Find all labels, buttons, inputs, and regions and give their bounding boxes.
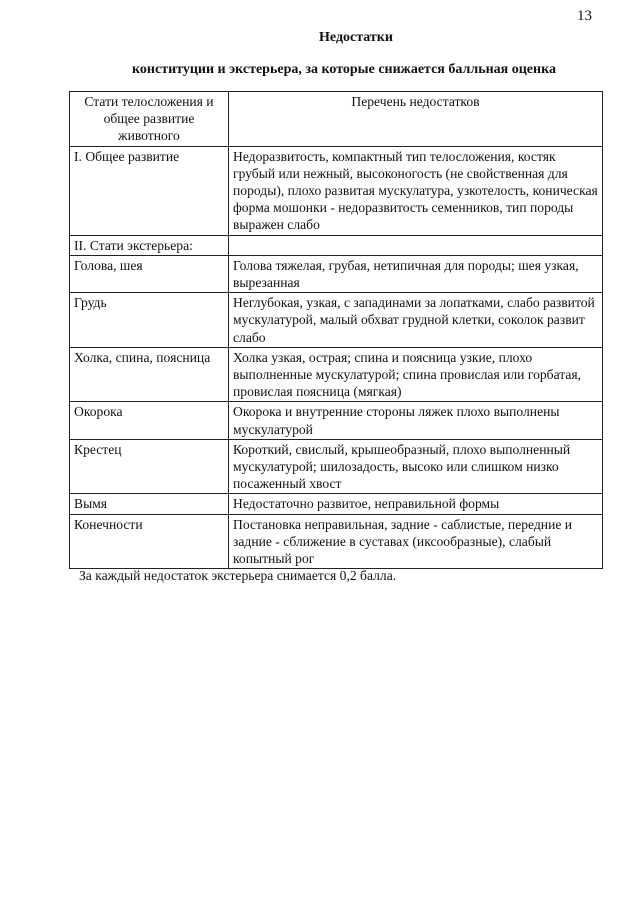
table-cell-feature: Конечности xyxy=(70,514,229,569)
table-row xyxy=(70,402,603,439)
table-cell-feature: Окорока xyxy=(70,402,229,439)
table-row xyxy=(70,347,603,402)
table-cell-feature: II. Стати экстерьера: xyxy=(70,235,229,255)
table-cell-feature: Грудь xyxy=(70,293,229,348)
defects-table xyxy=(69,91,603,569)
table-row xyxy=(70,146,603,235)
table-header-row xyxy=(70,92,603,147)
header-body-features: Стати телосложения и общее развитие животного xyxy=(70,92,229,147)
page-title: Недостатки xyxy=(319,30,393,45)
table-cell-defects: Холка узкая, острая; спина и поясница узкие, плохо выполненные мускулатурой; спина провислая или горбатая, провислая поясница (мягкая) xyxy=(229,347,603,402)
table-row xyxy=(70,293,603,348)
table-cell-feature: Крестец xyxy=(70,439,229,494)
table-cell-defects: Неглубокая, узкая, с западинами за лопатками, слабо развитой мускулатурой, малый обхват грудной клетки, соколок развит слабо xyxy=(229,293,603,348)
header-defects-list: Перечень недостатков xyxy=(229,92,603,147)
page-number: 13 xyxy=(577,8,592,24)
table-cell-feature: I. Общее развитие xyxy=(70,146,229,235)
table-cell-feature: Вымя xyxy=(70,494,229,514)
table-cell-defects: Недоразвитость, компактный тип телосложения, костяк грубый или нежный, высоконогость (не свойственная для породы), плохо развитая мускулатура, узкотелость, коническая форма мошонки - недоразвитость семенников, тип породы выражен слабо xyxy=(229,146,603,235)
table-row xyxy=(70,439,603,494)
page-subtitle: конституции и экстерьера, за которые снижается балльная оценка xyxy=(132,62,556,77)
table-cell-defects: Голова тяжелая, грубая, нетипичная для породы; шея узкая, вырезанная xyxy=(229,255,603,292)
table-cell-defects: Короткий, свислый, крышеобразный, плохо выполненный мускулатурой; шилозадость, высоко или слишком низко посаженный хвост xyxy=(229,439,603,494)
table-cell-defects: Постановка неправильная, задние - саблистые, передние и задние - сближение в суставах (иксообразные), слабый копытный рог xyxy=(229,514,603,569)
table-cell-defects: Недостаточно развитое, неправильной формы xyxy=(229,494,603,514)
table-cell-feature: Голова, шея xyxy=(70,255,229,292)
table-cell-defects: Окорока и внутренние стороны ляжек плохо выполнены мускулатурой xyxy=(229,402,603,439)
table-row xyxy=(70,255,603,292)
table-cell-defects xyxy=(229,235,603,255)
footnote: За каждый недостаток экстерьера снимается 0,2 балла. xyxy=(79,568,397,583)
table-row xyxy=(70,235,603,255)
table-row xyxy=(70,494,603,514)
table-cell-feature: Холка, спина, поясница xyxy=(70,347,229,402)
table-row xyxy=(70,514,603,569)
